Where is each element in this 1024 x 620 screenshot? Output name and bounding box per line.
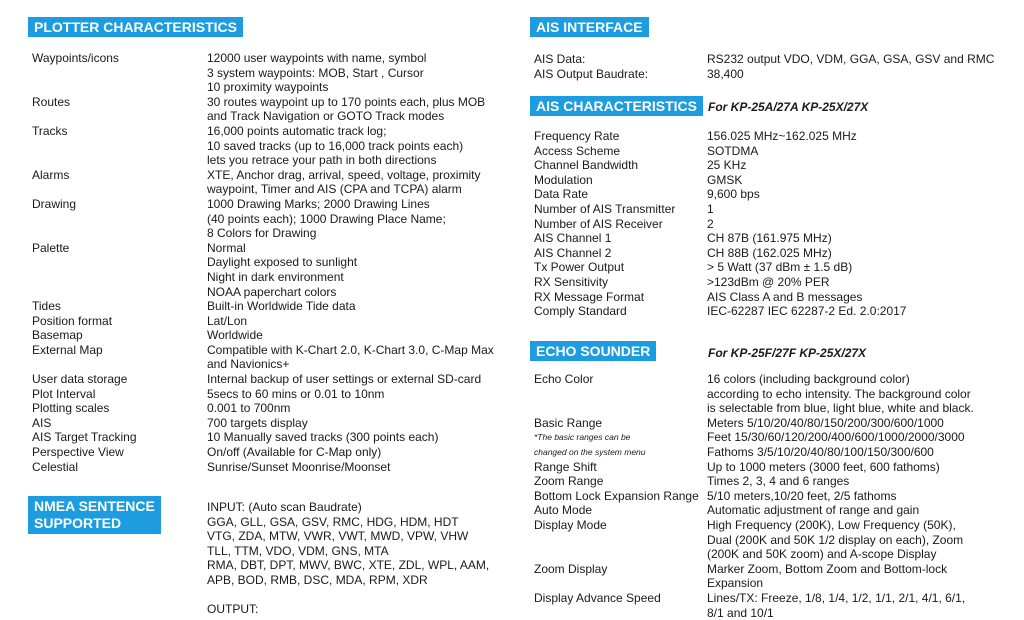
spec-label <box>534 518 707 533</box>
ais-characteristics-heading: AIS CHARACTERISTICS <box>530 96 703 116</box>
spec-row <box>32 168 497 197</box>
spec-label <box>32 314 207 329</box>
spec-value <box>707 304 1007 319</box>
spec-label <box>534 416 707 460</box>
spec-value <box>207 168 497 197</box>
spec-value <box>707 489 1007 504</box>
spec-row <box>32 314 497 329</box>
spec-label-text: Data Rate <box>534 187 589 202</box>
nmea-line: GGA, GLL, GSA, GSV, RMC, HDG, HDM, HDT <box>207 514 459 529</box>
nmea-line: TLL, TTM, VDO, VDM, GNS, MTA <box>207 543 389 558</box>
spec-label <box>534 260 707 275</box>
spec-value-line: Feet 15/30/60/120/200/400/600/1000/2000/3000 <box>707 430 965 445</box>
plotter-spec-table <box>32 51 497 474</box>
spec-label-text: Basic Range <box>534 415 603 430</box>
spec-label <box>32 430 207 445</box>
spec-value-line: 16,000 points automatic track log; <box>207 123 387 138</box>
spec-label <box>534 372 707 387</box>
spec-value <box>707 144 1007 159</box>
spec-row <box>32 387 497 402</box>
spec-value <box>207 343 497 372</box>
spec-label-text: Plotting scales <box>32 401 110 416</box>
spec-value-line: lets you retrace your path in both directions <box>207 153 437 168</box>
spec-row <box>534 144 1007 159</box>
spec-value-line: Lines/TX: Freeze, 1/8, 1/4, 1/2, 1/1, 2/1, 4/1, 6/1, <box>707 590 966 605</box>
spec-value-line: XTE, Anchor drag, arrival, speed, voltage, proximity <box>207 167 481 182</box>
spec-value-line: 1000 Drawing Marks; 2000 Drawing Lines <box>207 196 430 211</box>
spec-row <box>534 562 1007 591</box>
range-footnote: *The basic ranges can be <box>534 432 631 443</box>
spec-value-line: 10 Manually saved tracks (300 points each) <box>207 430 439 445</box>
spec-row <box>32 416 497 431</box>
spec-value <box>707 591 1007 620</box>
spec-label-text: Tides <box>32 299 61 314</box>
spec-label <box>534 202 707 217</box>
spec-label <box>32 95 207 110</box>
spec-label-text: Celestial <box>32 459 79 474</box>
spec-row <box>32 197 497 241</box>
spec-label-text: Tracks <box>32 123 68 138</box>
spec-value <box>707 187 1007 202</box>
spec-value <box>707 416 1007 460</box>
spec-value-line: SOTDMA <box>707 143 759 158</box>
spec-value-line: High Frequency (200K), Low Frequency (50K), <box>707 517 956 532</box>
spec-value <box>207 299 497 314</box>
spec-value <box>207 372 497 387</box>
spec-value-line: 700 targets display <box>207 415 308 430</box>
echo-sounder-table <box>534 372 1007 620</box>
ais-characteristics-table <box>534 129 1007 319</box>
spec-label-text: AIS Target Tracking <box>32 430 137 445</box>
spec-label <box>32 343 207 358</box>
spec-value <box>707 158 1007 173</box>
spec-row <box>534 304 1007 319</box>
spec-value <box>707 290 1007 305</box>
spec-value-line: Worldwide <box>207 328 263 343</box>
spec-value <box>707 474 1007 489</box>
spec-value <box>707 52 1007 67</box>
spec-value-line: is selectable from blue, light blue, white and black. <box>707 401 974 416</box>
spec-label-text: Channel Bandwidth <box>534 158 639 173</box>
spec-row <box>534 217 1007 232</box>
spec-value-line: Dual (200K and 50K 1/2 display on each), Zoom <box>707 532 964 547</box>
spec-label <box>534 144 707 159</box>
spec-label <box>32 168 207 183</box>
spec-row <box>32 95 497 124</box>
spec-row <box>32 51 497 95</box>
spec-value <box>707 518 1007 562</box>
spec-label <box>32 387 207 402</box>
spec-label <box>534 474 707 489</box>
spec-value-line: 2 <box>707 216 714 231</box>
spec-value-line: 10 proximity waypoints <box>207 80 329 95</box>
spec-value <box>707 67 1007 82</box>
spec-value-line: 5secs to 60 mins or 0.01 to 10nm <box>207 386 385 401</box>
spec-label <box>534 503 707 518</box>
spec-value-line: (40 points each); 1000 Drawing Place Name; <box>207 211 446 226</box>
spec-row <box>32 328 497 343</box>
spec-value-line: 30 routes waypoint up to 170 points each, plus MOB <box>207 94 486 109</box>
spec-label <box>534 460 707 475</box>
spec-value-line: Sunrise/Sunset Moonrise/Moonset <box>207 459 391 474</box>
spec-row <box>534 372 1007 416</box>
spec-row <box>32 124 497 168</box>
spec-value-line: NOAA paperchart colors <box>207 284 337 299</box>
spec-row <box>534 275 1007 290</box>
spec-label-text: Number of AIS Transmitter <box>534 201 676 216</box>
spec-row <box>534 474 1007 489</box>
spec-value <box>707 460 1007 475</box>
spec-label-text: External Map <box>32 342 103 357</box>
spec-value <box>707 503 1007 518</box>
nmea-sentence-list <box>207 500 489 617</box>
spec-value <box>707 231 1007 246</box>
spec-value-line: IEC-62287 IEC 62287-2 Ed. 2.0:2017 <box>707 304 907 319</box>
spec-value <box>207 387 497 402</box>
spec-row <box>534 503 1007 518</box>
spec-label-text: Alarms <box>32 167 70 182</box>
spec-row <box>534 202 1007 217</box>
spec-label <box>32 416 207 431</box>
spec-value-line: 8 Colors for Drawing <box>207 226 317 241</box>
spec-value <box>707 372 1007 416</box>
spec-row <box>32 299 497 314</box>
spec-value <box>207 445 497 460</box>
spec-value <box>207 241 497 299</box>
spec-label-text: Access Scheme <box>534 143 621 158</box>
spec-label <box>534 562 707 577</box>
spec-label <box>534 231 707 246</box>
spec-label <box>534 290 707 305</box>
spec-value <box>707 129 1007 144</box>
echo-models-subtitle: For KP-25F/27F KP-25X/27X <box>708 346 867 360</box>
spec-value-line: 156.025 MHz~162.025 MHz <box>707 129 857 143</box>
spec-value-line: Built-in Worldwide Tide data <box>207 299 356 314</box>
nmea-heading-line1: NMEA SENTENCE <box>34 498 155 514</box>
spec-label-text: AIS Output Baudrate: <box>534 66 649 81</box>
spec-row <box>534 158 1007 173</box>
spec-label-text: Comply Standard <box>534 304 627 319</box>
spec-row <box>32 241 497 299</box>
spec-value-line: 9,600 bps <box>707 187 760 202</box>
spec-row <box>32 401 497 416</box>
spec-row <box>534 246 1007 261</box>
spec-label-text: Bottom Lock Expansion Range <box>534 488 699 503</box>
spec-value-line: >123dBm @ 20% PER <box>707 274 830 289</box>
spec-label <box>534 52 707 67</box>
spec-label-text: Basemap <box>32 328 83 343</box>
spec-value-line: Night in dark environment <box>207 269 344 284</box>
spec-label-text: Position format <box>32 313 113 328</box>
spec-label <box>534 129 707 144</box>
spec-label <box>534 173 707 188</box>
spec-label <box>32 197 207 212</box>
spec-row <box>534 416 1007 460</box>
range-footnote: changed on the system menu <box>534 446 646 457</box>
spec-label-text: Number of AIS Receiver <box>534 216 663 231</box>
nmea-heading-line2: SUPPORTED <box>34 515 122 531</box>
spec-value-line: AIS Class A and B messages <box>707 289 863 304</box>
spec-label <box>534 158 707 173</box>
spec-label <box>32 372 207 387</box>
nmea-line: APB, BOD, RMB, DSC, MDA, RPM, XDR <box>207 572 428 587</box>
spec-label-text: AIS Data: <box>534 52 586 66</box>
spec-row <box>534 231 1007 246</box>
spec-value-line: (200K and 50K zoom) and A-scope Display <box>707 547 937 562</box>
spec-label-text: Display Mode <box>534 517 607 532</box>
spec-label-text: Routes <box>32 94 71 109</box>
spec-label-text: RX Sensitivity <box>534 274 609 289</box>
spec-value-line: CH 87B (161.975 MHz) <box>707 231 832 246</box>
spec-value-line: 3 system waypoints: MOB, Start , Cursor <box>207 65 424 80</box>
spec-value <box>207 416 497 431</box>
spec-value-line: Lat/Lon <box>207 313 248 328</box>
spec-label-text: AIS Channel 2 <box>534 245 612 260</box>
spec-value-line: and Track Navigation or GOTO Track modes <box>207 109 445 124</box>
spec-value-line: Expansion <box>707 576 764 591</box>
nmea-heading <box>28 496 161 534</box>
spec-value-line: > 5 Watt (37 dBm ± 1.5 dB) <box>707 260 853 275</box>
spec-value-line: Daylight exposed to sunlight <box>207 255 358 270</box>
spec-value-line: 16 colors (including background color) <box>707 372 910 386</box>
nmea-line: RMA, DBT, DPT, MWV, BWC, XTE, ZDL, WPL, AAM, <box>207 558 490 573</box>
spec-label-text: User data storage <box>32 372 128 387</box>
spec-value-line: Times 2, 3, 4 and 6 ranges <box>707 474 850 489</box>
spec-label <box>32 299 207 314</box>
spec-label-text: Palette <box>32 240 70 255</box>
spec-value-line: Automatic adjustment of range and gain <box>707 503 920 518</box>
spec-row <box>32 430 497 445</box>
spec-label-text: Display Advance Speed <box>534 590 661 605</box>
ais-interface-table <box>534 52 1007 81</box>
spec-row <box>32 460 497 475</box>
spec-value <box>707 260 1007 275</box>
spec-value <box>707 562 1007 591</box>
spec-label <box>32 51 207 66</box>
spec-label-text: Perspective View <box>32 445 124 460</box>
spec-value <box>707 202 1007 217</box>
nmea-line: INPUT: (Auto scan Baudrate) <box>207 500 362 514</box>
spec-label-text: Auto Mode <box>534 503 593 518</box>
spec-value-line: Internal backup of user settings or external SD-card <box>207 372 482 387</box>
spec-label <box>32 241 207 256</box>
spec-label-text: Drawing <box>32 196 77 211</box>
spec-row <box>534 260 1007 275</box>
spec-label <box>534 304 707 319</box>
spec-value-line: 5/10 meters,10/20 feet, 2/5 fathoms <box>707 488 897 503</box>
spec-value <box>707 246 1007 261</box>
spec-label <box>534 591 707 606</box>
spec-value-line: 38,400 <box>707 66 744 81</box>
spec-value-line: 25 KHz <box>707 158 747 173</box>
spec-label <box>32 445 207 460</box>
spec-value <box>207 95 497 124</box>
spec-value <box>707 275 1007 290</box>
spec-label-text: Echo Color <box>534 372 594 386</box>
spec-value-line: On/off (Available for C-Map only) <box>207 445 382 460</box>
spec-value <box>707 173 1007 188</box>
spec-value-line: 0.001 to 700nm <box>207 401 291 416</box>
spec-label-text: Tx Power Output <box>534 260 625 275</box>
spec-value-line: RS232 output VDO, VDM, GGA, GSA, GSV and RMC <box>707 52 995 66</box>
spec-label-text: Modulation <box>534 172 593 187</box>
spec-value-line: 12000 user waypoints with name, symbol <box>207 51 427 65</box>
spec-row <box>32 372 497 387</box>
spec-row <box>534 489 1007 504</box>
spec-row <box>534 129 1007 144</box>
spec-value <box>207 328 497 343</box>
spec-label-text: RX Message Format <box>534 289 645 304</box>
spec-value-line: 10 saved tracks (up to 16,000 track points each) <box>207 138 464 153</box>
nmea-line: VTG, ZDA, MTW, VWR, VWT, MWD, VPW, VHW <box>207 529 469 544</box>
echo-sounder-heading: ECHO SOUNDER <box>530 341 656 361</box>
spec-row <box>534 187 1007 202</box>
spec-value <box>207 51 497 95</box>
spec-label-text: AIS <box>32 415 52 430</box>
spec-row <box>534 591 1007 620</box>
spec-label-text: Range Shift <box>534 459 597 474</box>
spec-label-text: Zoom Display <box>534 561 608 576</box>
spec-row <box>534 173 1007 188</box>
spec-label <box>534 275 707 290</box>
spec-row <box>32 445 497 460</box>
spec-value-line: 8/1 and 10/1 <box>707 605 774 620</box>
ais-models-subtitle: For KP-25A/27A KP-25X/27X <box>708 100 869 114</box>
spec-label-text: Plot Interval <box>32 386 96 401</box>
spec-label-text: Frequency Rate <box>534 129 620 143</box>
spec-row <box>534 52 1007 67</box>
ais-interface-heading: AIS INTERFACE <box>530 17 649 37</box>
spec-value-line: Marker Zoom, Bottom Zoom and Bottom-lock <box>707 561 948 576</box>
spec-label-text: AIS Channel 1 <box>534 231 612 246</box>
spec-label <box>534 246 707 261</box>
spec-row <box>534 518 1007 562</box>
spec-value <box>207 430 497 445</box>
spec-row <box>534 290 1007 305</box>
spec-label-text: Waypoints/icons <box>32 51 119 65</box>
spec-value <box>707 217 1007 232</box>
spec-label <box>32 460 207 475</box>
spec-label-text: Zoom Range <box>534 474 604 489</box>
spec-value-line: 1 <box>707 201 714 216</box>
spec-value-line: Up to 1000 meters (3000 feet, 600 fathoms) <box>707 459 940 474</box>
spec-value-line: Meters 5/10/20/40/80/150/200/300/600/1000 <box>707 415 944 430</box>
plotter-heading: PLOTTER CHARACTERISTICS <box>28 17 243 37</box>
spec-label <box>534 187 707 202</box>
spec-value-line: GMSK <box>707 172 743 187</box>
spec-label <box>32 328 207 343</box>
spec-value <box>207 197 497 241</box>
spec-row <box>32 343 497 372</box>
spec-label <box>32 401 207 416</box>
spec-value <box>207 314 497 329</box>
spec-value <box>207 124 497 168</box>
nmea-output-label: OUTPUT: <box>207 602 259 617</box>
spec-row <box>534 67 1007 82</box>
spec-value-line: Normal <box>207 240 246 255</box>
spec-value <box>207 401 497 416</box>
spec-value-line: and Navionics+ <box>207 357 290 372</box>
spec-value-line: Compatible with K-Chart 2.0, K-Chart 3.0, C-Map Max <box>207 342 494 357</box>
spec-label <box>534 489 707 504</box>
spec-row <box>534 460 1007 475</box>
spec-value-line: Fathoms 3/5/10/20/40/80/100/150/300/600 <box>707 444 934 459</box>
spec-value-line: according to echo intensity. The background color <box>707 386 971 401</box>
spec-label <box>534 67 707 82</box>
spec-label <box>534 217 707 232</box>
spec-value-line: waypoint, Timer and AIS (CPA and TCPA) alarm <box>207 182 462 197</box>
spec-value-line: CH 88B (162.025 MHz) <box>707 245 832 260</box>
spec-value <box>207 460 497 475</box>
spec-label <box>32 124 207 139</box>
